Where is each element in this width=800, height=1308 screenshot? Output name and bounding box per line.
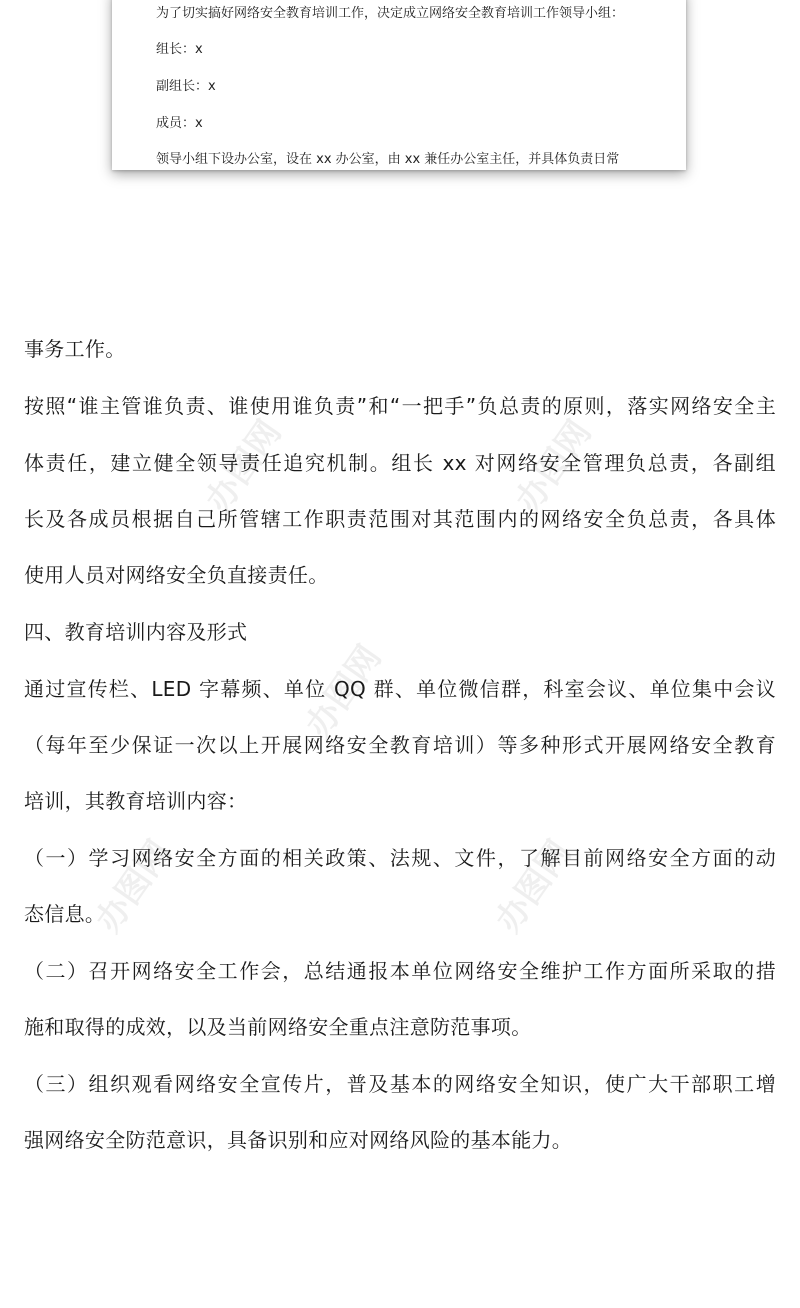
watermark: 办图网 [88, 833, 180, 940]
body-line: 施和取得的成效，以及当前网络安全重点注意防范事项。 [24, 1015, 532, 1039]
doc-preview-line: 组长：x [156, 42, 203, 57]
body-line: 事务工作。 [24, 337, 126, 361]
doc-preview-line: 领导小组下设办公室，设在 xx 办公室，由 xx 兼任办公室主任，并具体负责日常 [156, 152, 620, 167]
document-preview-card [112, 0, 686, 170]
watermark: 办图网 [298, 638, 390, 745]
body-line: （三）组织观看网络安全宣传片，普及基本的网络安全知识，使广大干部职工增 [24, 1072, 776, 1096]
body-line: 态信息。 [24, 902, 106, 926]
doc-preview-line: 副组长：x [156, 79, 216, 94]
watermark: 办图网 [488, 833, 580, 940]
watermark: 办图网 [198, 413, 290, 520]
body-line: 强网络安全防范意识，具备识别和应对网络风险的基本能力。 [24, 1128, 573, 1152]
section-heading: 四、教育培训内容及形式 [24, 620, 248, 644]
doc-preview-line: 为了切实搞好网络安全教育培训工作，决定成立网络安全教育培训工作领导小组： [156, 6, 625, 21]
body-line: （二）召开网络安全工作会，总结通报本单位网络安全维护工作方面所采取的措 [24, 959, 776, 983]
body-line: 培训，其教育培训内容： [24, 789, 248, 813]
body-line: 体责任，建立健全领导责任追究机制。组长 xx 对网络安全管理负总责，各副组 [24, 451, 776, 475]
watermark: 办图网 [508, 413, 600, 520]
doc-preview-line: 成员：x [156, 116, 203, 131]
body-line: （每年至少保证一次以上开展网络安全教育培训）等多种形式开展网络安全教育 [24, 733, 776, 757]
body-line: （一）学习网络安全方面的相关政策、法规、文件，了解目前网络安全方面的动 [24, 846, 776, 870]
body-line: 按照“谁主管谁负责、谁使用谁负责”和“一把手”负总责的原则，落实网络安全主 [24, 394, 776, 418]
body-line: 长及各成员根据自己所管辖工作职责范围对其范围内的网络安全负总责，各具体 [24, 507, 776, 531]
body-line: 通过宣传栏、LED 字幕频、单位 QQ 群、单位微信群，科室会议、单位集中会议 [24, 677, 776, 701]
body-line: 使用人员对网络安全负直接责任。 [24, 563, 329, 587]
